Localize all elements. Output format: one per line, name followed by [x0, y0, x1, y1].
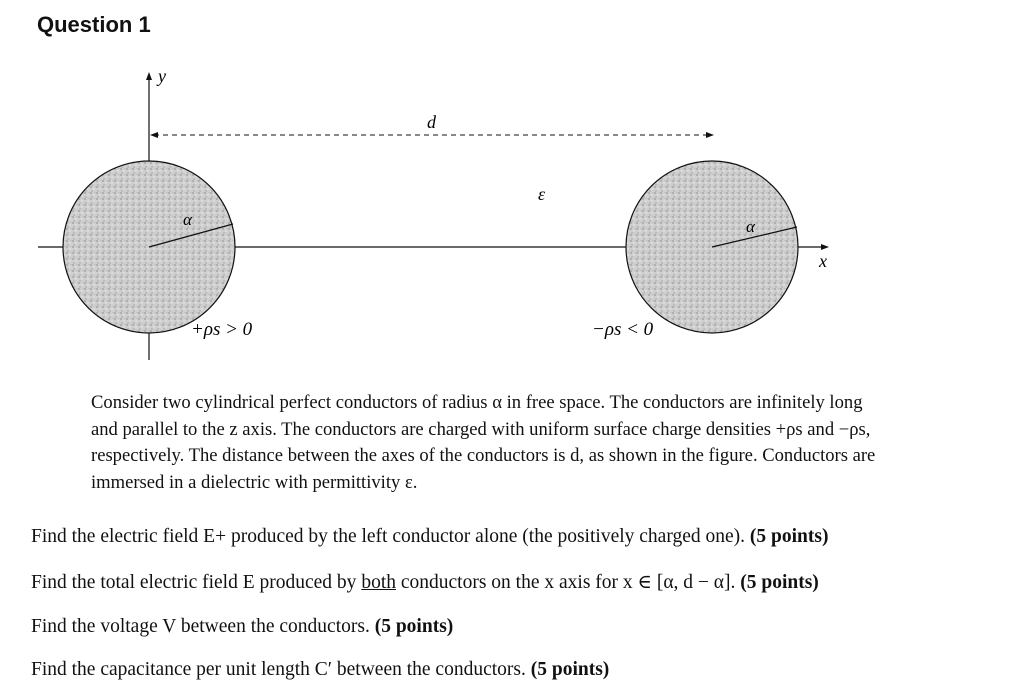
question-part-1	[31, 526, 828, 548]
question-1-text: Find the electric field E+ produced by the left conductor alone (the positively charged one).	[31, 526, 746, 547]
dielectric-label: ε	[538, 184, 546, 204]
question-4-text: Find the capacitance per unit length C′ between the conductors.	[31, 659, 526, 680]
question-2-text-before: Find the total electric field E produced by	[31, 572, 357, 593]
distance-label: d	[427, 112, 436, 132]
question-part-2	[31, 570, 819, 594]
right-charge-label: −ρs < 0	[592, 319, 654, 340]
description-line-4: immersed in a dielectric with permittivity ε.	[91, 471, 418, 493]
question-2-points: (5 points)	[740, 572, 819, 593]
question-heading: Question 1	[37, 12, 151, 37]
question-3-points: (5 points)	[374, 616, 454, 637]
description-line-3: respectively. The distance between the axes of the conductors is d, as shown in the figure. Conductors are	[91, 445, 876, 466]
conductor-figure	[0, 60, 1024, 370]
y-axis-arrowhead	[146, 72, 152, 80]
distance-arrow-left	[150, 132, 158, 138]
problem-description	[91, 390, 1003, 496]
description-line-2: and parallel to the z axis. The conductors are charged with uniform surface charge densities +ρs and −ρs,	[91, 418, 871, 440]
question-2-text-after: conductors on the x axis for x ∈ [α, d − α].	[400, 572, 736, 593]
left-charge-label: +ρs > 0	[191, 319, 253, 340]
question-3-text: Find the voltage V between the conductors.	[31, 616, 370, 637]
question-part-3	[31, 616, 453, 638]
x-axis-arrowhead	[821, 244, 829, 250]
question-2-underlined: both	[361, 572, 396, 593]
right-radius-label: α	[746, 217, 755, 236]
description-line-1: Consider two cylindrical perfect conductors of radius α in free space. The conductors are infinitely long	[91, 392, 863, 413]
y-axis-label: y	[158, 66, 166, 86]
question-4-points: (5 points)	[530, 659, 610, 680]
question-1-points: (5 points)	[749, 526, 829, 547]
question-part-4	[31, 659, 609, 681]
left-radius-label: α	[183, 210, 192, 229]
x-axis-label: x	[819, 251, 827, 271]
distance-arrow-right	[706, 132, 714, 138]
